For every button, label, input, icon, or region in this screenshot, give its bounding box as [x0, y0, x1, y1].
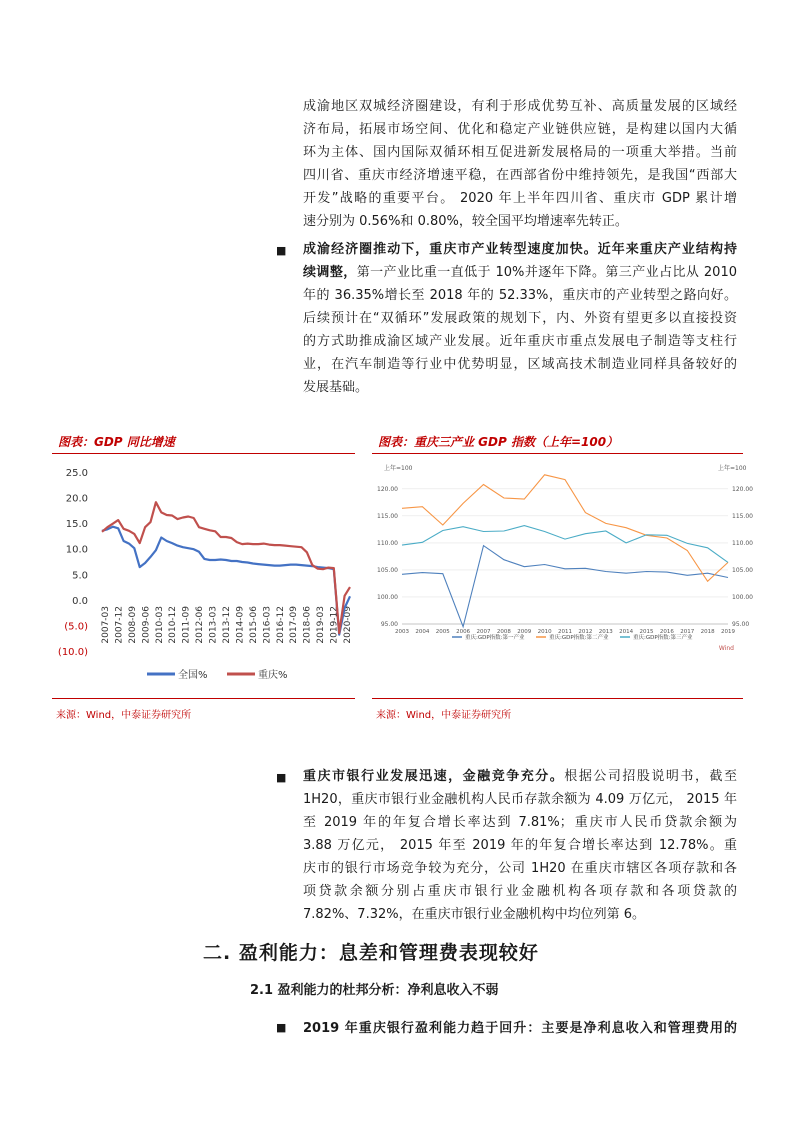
x-tick-label: 2005 — [435, 629, 450, 635]
x-tick-label: 2009 — [517, 629, 532, 635]
y-tick-label: (5.0) — [64, 621, 88, 633]
right-tick-label: 110.00 — [732, 539, 753, 547]
figure-title: 图表：GDP 同比增速 — [58, 435, 175, 449]
figure-source: 来源：Wind，中泰证券研究所 — [376, 710, 512, 721]
text-line: 发展基础。 — [303, 380, 369, 395]
figure-bottom-rule — [52, 698, 355, 699]
subsection-heading: 2.1 盈利能力的杜邦分析：净利息收入不弱 — [250, 983, 499, 998]
x-tick-label: 2015 — [639, 629, 654, 635]
y-tick-label: 10.0 — [65, 544, 88, 556]
y-tick-label: 5.0 — [72, 570, 88, 582]
legend-label: 全国% — [178, 670, 208, 681]
x-tick-label: 2019-03 — [316, 606, 327, 644]
x-tick-label: 2007 — [476, 629, 491, 635]
x-tick-label: 2007-12 — [114, 606, 125, 644]
y-tick-label: 20.0 — [65, 493, 88, 505]
text-line: 3.88 万亿元， 2015 年至 2019 年的年复合增长率达到 12.78%。重 — [303, 838, 737, 853]
figure-top-rule — [52, 453, 355, 454]
x-tick-label: 2019-12 — [329, 606, 340, 644]
industry-index-chart — [372, 456, 753, 696]
legend-label: 重庆% — [258, 670, 288, 681]
bold-lead: 重庆市银行业发展迅速，金融竞争充分。 — [303, 769, 565, 784]
bullet-icon: ■ — [276, 244, 287, 257]
x-tick-label: 2017-09 — [289, 606, 300, 644]
x-tick-label: 2016-03 — [262, 606, 273, 644]
y-tick-label: (10.0) — [57, 647, 88, 658]
paragraph-industry — [303, 238, 737, 399]
text-line: 的方式助推成渝区域产业发展。近年重庆市重点发展电子制造等支柱行 — [303, 334, 737, 349]
left-axis-unit: 上年=100 — [384, 465, 413, 472]
x-tick-label: 2003 — [395, 629, 409, 635]
text-line: 1H20，重庆市银行业金融机构人民币存款余额为 4.09 万亿元， 2015 年 — [303, 792, 737, 807]
y-tick-label: 0.0 — [72, 595, 88, 607]
text-line — [303, 238, 737, 261]
right-tick-label: 105.00 — [732, 566, 753, 574]
y-tick-label: 15.0 — [65, 519, 88, 531]
left-tick-label: 100.00 — [377, 593, 398, 601]
x-tick-label: 2013-12 — [222, 606, 232, 644]
x-tick-label: 2016-12 — [275, 606, 286, 644]
text-line: 业，在汽车制造等行业中优势明显，区域高技术制造业同样具备较好的 — [303, 357, 737, 372]
x-tick-label: 2017 — [680, 629, 695, 635]
x-tick-label: 2018-06 — [302, 606, 313, 644]
left-tick-label: 115.00 — [377, 512, 398, 520]
text-line — [303, 765, 737, 788]
section-heading: 二. 盈利能力：息差和管理费表现较好 — [203, 942, 539, 964]
right-tick-label: 120.00 — [732, 485, 753, 493]
right-tick-label: 100.00 — [732, 593, 753, 601]
paragraph-banking — [303, 765, 737, 926]
figure-top-rule — [372, 453, 743, 454]
left-tick-label: 95.00 — [380, 621, 398, 628]
right-tick-label: 95.00 — [732, 621, 750, 628]
text-line: 年的 36.35%增长至 2018 年的 52.33%，重庆市的产业转型之路向好。 — [303, 288, 737, 303]
bullet-icon: ■ — [276, 771, 287, 784]
x-tick-label: 2010-03 — [154, 606, 165, 644]
x-tick-label: 2015-06 — [248, 606, 259, 644]
text-line: 济布局，拓展市场空间、优化和稳定产业链供应链，是构建以国内大循 — [303, 122, 737, 137]
left-tick-label: 120.00 — [377, 485, 398, 493]
text-span: 根据公司招股说明书，截至 — [564, 769, 737, 784]
text-line — [303, 261, 737, 284]
x-tick-label: 2014 — [619, 629, 634, 635]
text-line: 成渝地区双城经济圈建设，有利于形成优势互补、高质量发展的区域经 — [303, 99, 737, 114]
series-line — [402, 475, 728, 582]
bold-lead: 成渝经济圈推动下，重庆市产业转型速度加快。近年来重庆产业结构持 — [303, 242, 737, 257]
x-tick-label: 2013-03 — [208, 606, 219, 644]
x-tick-label: 2007-03 — [101, 606, 111, 644]
figure-bottom-rule — [372, 698, 743, 699]
x-tick-label: 2013 — [598, 629, 613, 635]
legend-label: 重庆:GDP指数:第三产业 — [633, 635, 693, 641]
x-tick-label: 2012-06 — [195, 606, 206, 644]
x-tick-label: 2019 — [721, 629, 735, 635]
x-tick-label: 2010-12 — [168, 606, 179, 644]
legend-label: 重庆:GDP指数:第一产业 — [465, 635, 525, 641]
x-tick-label: 2010 — [537, 629, 552, 635]
text-span: 第一产业比重一直低于 10%并逐年下降。第三产业占比从 2010 — [356, 265, 737, 280]
text-line: 项贷款余额分别占重庆市银行业金融机构各项存款和各项贷款的 — [303, 884, 737, 899]
text-line: 庆市的银行市场竞争较为充分，公司 1H20 在重庆市辖区各项存款和各 — [303, 861, 737, 876]
right-tick-label: 115.00 — [732, 512, 753, 520]
x-tick-label: 2011-09 — [181, 606, 192, 644]
x-tick-label: 2014-09 — [235, 606, 246, 644]
series-line — [402, 546, 728, 627]
gdp-growth-chart — [52, 456, 357, 696]
text-line: 至 2019 年的年复合增长率达到 7.81%；重庆市人民币贷款余额为 — [303, 815, 737, 830]
text-line: 速分别为 0.56%和 0.80%，较全国平均增速率先转正。 — [303, 214, 628, 229]
x-tick-label: 2012 — [578, 629, 593, 635]
bold-lead: 续调整， — [303, 265, 357, 280]
text-line: 开发”战略的重要平台。 2020 年上半年四川省、重庆市 GDP 累计增 — [303, 191, 737, 206]
figure-source: 来源：Wind，中泰证券研究所 — [56, 710, 192, 721]
text-line: 四川省、重庆市经济增速平稳，在西部省份中维持领先，是我国“西部大 — [303, 168, 737, 183]
text-line: 后续预计在“双循环”发展政策的规划下，内、外资有望更多以直接投资 — [303, 311, 737, 326]
x-tick-label: 2011 — [558, 629, 572, 635]
series-line — [402, 526, 728, 563]
y-tick-label: 25.0 — [65, 468, 88, 479]
left-tick-label: 105.00 — [377, 566, 398, 574]
x-tick-label: 2009-06 — [141, 606, 152, 644]
bullet-icon: ■ — [276, 1021, 287, 1034]
x-tick-label: 2008 — [496, 629, 511, 635]
source-tag: Wind — [718, 645, 734, 652]
x-tick-label: 2004 — [415, 629, 430, 635]
text-line: 2019 年重庆银行盈利能力趋于回升：主要是净利息收入和管理费用的 — [303, 1021, 737, 1036]
legend-label: 重庆:GDP指数:第二产业 — [549, 635, 609, 641]
x-tick-label: 2006 — [456, 629, 471, 635]
x-tick-label: 2008-09 — [127, 606, 138, 644]
figure-title: 图表：重庆三产业 GDP 指数（上年=100） — [378, 435, 619, 449]
left-tick-label: 110.00 — [377, 539, 398, 547]
text-line: 环为主体、国内国际双循环相互促进新发展格局的一项重大举措。当前 — [303, 145, 737, 160]
text-line: 7.82%、7.32%，在重庆市银行业金融机构中均位列第 6。 — [303, 907, 645, 922]
x-tick-label: 2020-09 — [343, 606, 353, 644]
right-axis-unit: 上年=100 — [718, 465, 747, 472]
x-tick-label: 2018 — [700, 629, 715, 635]
x-tick-label: 2016 — [659, 629, 674, 635]
paragraph-chengyu — [303, 95, 737, 233]
